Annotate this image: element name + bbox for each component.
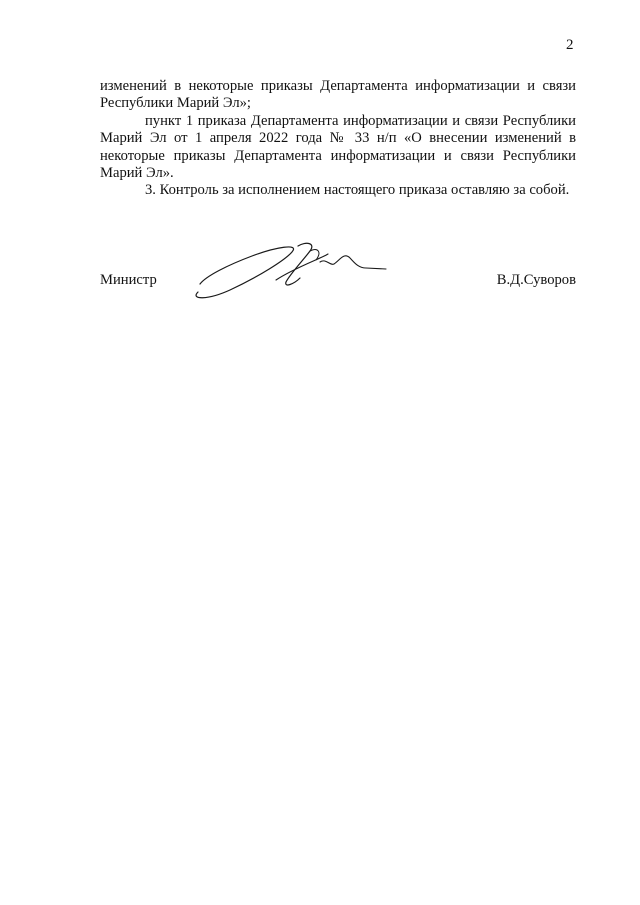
paragraph-control: 3. Контроль за исполнением настоящего приказа оставляю за собой. <box>145 182 570 199</box>
paragraph-item-1: пункт 1 приказа Департамента информатизации и связи Республики Марий Эл от 1 апреля 2022 года № 33 н/п «О внесении изменений в некоторые приказы Департамента информатизации и связи Республики Марий Эл». <box>100 112 576 182</box>
page-number: 2 <box>566 37 574 53</box>
paragraph-continuation: изменений в некоторые приказы Департамента информатизации и связи Республики Марий Эл»; <box>100 78 576 112</box>
handwritten-signature <box>190 234 390 304</box>
signatory-name: В.Д.Суворов <box>496 272 576 288</box>
document-body <box>100 78 576 200</box>
signatory-title: Министр <box>100 272 157 288</box>
